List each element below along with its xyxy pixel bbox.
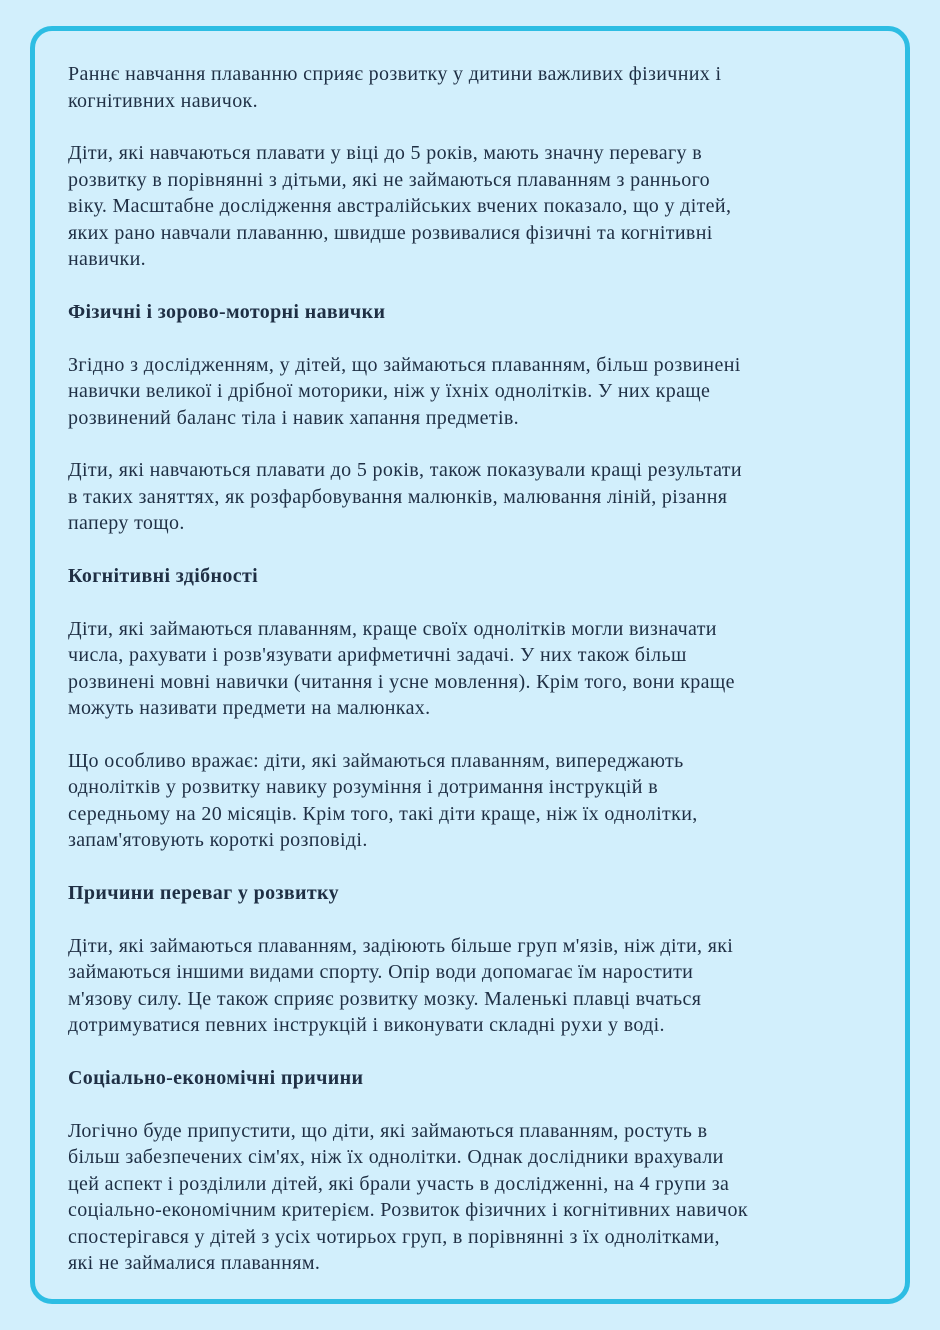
text-line: розвитку в порівнянні з дітьми, які не займаються плаванням з раннього — [68, 168, 711, 191]
heading-cognitive-abilities: Когнітивні здібності — [68, 564, 259, 587]
text-line: більш забезпечених сім'ях, ніж їх однолітки. Однак дослідники врахували — [68, 1146, 724, 1168]
text-line: які не займалися плаванням. — [68, 1252, 321, 1274]
text-line: соціально-економічним критерієм. Розвиток фізичних і когнітивних навичок — [68, 1199, 748, 1221]
text-line: займаються іншими видами спорту. Опір води допомагає їм наростити — [68, 961, 694, 983]
text-line: однолітків у розвитку навику розуміння і дотримання інструкцій в — [68, 776, 658, 798]
instructions-paragraph — [68, 748, 872, 854]
heading-socioeconomic: Соціально-економічні причини — [68, 1066, 364, 1089]
text-line: навички великої і дрібної моторики, ніж у їхніх однолітків. У них краще — [68, 380, 711, 402]
study-paragraph — [68, 140, 872, 273]
text-line: Згідно з дослідженням, у дітей, що займаються плаванням, більш розвинені — [68, 353, 741, 376]
text-line: спостерігався у дітей з усіх чотирьох груп, в порівнянні з їх однолітками, — [68, 1225, 720, 1248]
text-line: когнітивних навичок. — [68, 89, 258, 112]
text-line: розвинений баланс тіла і навик хапання предметів. — [68, 406, 520, 429]
text-line: дотримуватися певних інструкцій і виконувати складні рухи у воді. — [68, 1014, 665, 1036]
text-line: Діти, які навчаються плавати до 5 років, також показували кращі результати — [68, 459, 742, 481]
text-line: навички. — [68, 248, 147, 270]
text-line: середньому на 20 місяців. Крім того, такі діти краще, ніж їх однолітки, — [68, 802, 698, 825]
socioeconomic-paragraph — [68, 1118, 872, 1277]
visual-motor-paragraph — [68, 457, 872, 537]
text-line: м'язову силу. Це також сприяє розвитку мозку. Маленькі плавці вчаться — [68, 987, 702, 1010]
text-line: паперу тощо. — [68, 512, 185, 534]
text-line: Раннє навчання плаванню сприяє розвитку у дитини важливих фізичних і — [68, 63, 722, 85]
reasons-paragraph — [68, 933, 872, 1039]
text-line: яких рано навчали плаванню, швидше розвивалися фізичні та когнітивні — [68, 221, 713, 244]
text-line: розвинені мовні навички (читання і усне мовлення). Крім того, вони краще — [68, 670, 735, 693]
text-line: Логічно буде припустити, що діти, які займаються плаванням, ростуть в — [68, 1119, 708, 1142]
text-line: можуть називати предмети на малюнках. — [68, 697, 431, 719]
text-line: Діти, які займаються плаванням, краще своїх однолітків могли визначати — [68, 617, 717, 640]
heading-reasons: Причини переваг у розвитку — [68, 881, 339, 904]
text-line: Що особливо вражає: діти, які займаються плаванням, випереджають — [68, 749, 684, 772]
intro-paragraph — [68, 61, 872, 114]
heading-physical-skills: Фізичні і зорово-моторні навички — [68, 300, 386, 323]
motor-skills-paragraph — [68, 352, 872, 432]
cognitive-paragraph — [68, 616, 872, 722]
text-line: числа, рахувати і розв'язувати арифметичні задачі. У них також більш — [68, 644, 687, 666]
article-card — [30, 26, 910, 1304]
text-line: Діти, які навчаються плавати у віці до 5 років, мають значну перевагу в — [68, 142, 703, 164]
text-line: Діти, які займаються плаванням, задіюють більше груп м'язів, ніж діти, які — [68, 934, 734, 957]
text-line: в таких заняттях, як розфарбовування малюнків, малювання ліній, різання — [68, 485, 728, 508]
text-line: запам'ятовують короткі розповіді. — [68, 829, 368, 851]
text-line: цей аспект і розділили дітей, які брали участь в дослідженні, на 4 групи за — [68, 1172, 730, 1195]
text-line: віку. Масштабне дослідження австралійських вчених показало, що у дітей, — [68, 195, 732, 217]
